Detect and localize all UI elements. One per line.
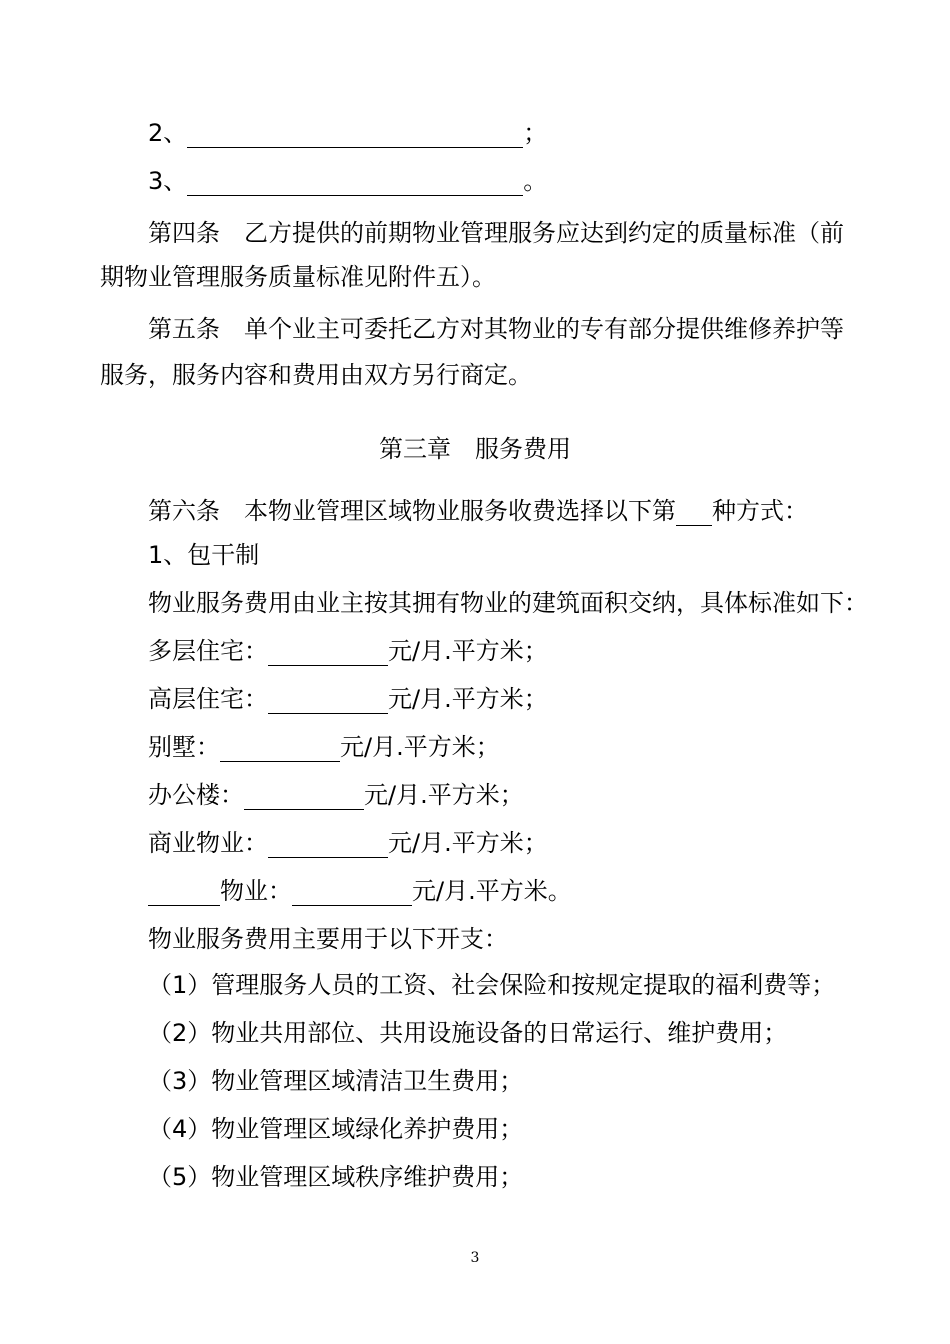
fill-blank[interactable] xyxy=(244,781,364,810)
fee-line xyxy=(148,780,524,810)
article-label: 第五条 xyxy=(148,315,220,343)
fee-unit: 元/月.平方米； xyxy=(340,733,500,761)
fee-label: 多层住宅： xyxy=(148,637,268,665)
fee-line xyxy=(148,636,548,666)
item-number: 3、 xyxy=(148,167,188,195)
fill-blank[interactable] xyxy=(292,877,412,906)
article-label: 第四条 xyxy=(148,219,220,247)
chapter-heading: 第三章 服务费用 xyxy=(379,435,571,463)
fill-blank[interactable] xyxy=(676,497,712,526)
fee-intro: 物业服务费用由业主按其拥有物业的建筑面积交纳，具体标准如下： xyxy=(148,589,868,617)
fill-blank[interactable] xyxy=(148,877,220,906)
item-end: ； xyxy=(523,119,548,147)
item-end: 。 xyxy=(523,167,548,195)
article-text: 本物业管理区域物业服务收费选择以下第 xyxy=(244,497,676,525)
fill-blank[interactable] xyxy=(268,637,388,666)
expense-intro: 物业服务费用主要用于以下开支： xyxy=(148,925,508,953)
fee-unit: 元/月.平方米； xyxy=(388,829,548,857)
article-text: 期物业管理服务质量标准见附件五）。 xyxy=(100,263,496,291)
article-5-line-2 xyxy=(100,360,532,390)
fee-unit: 元/月.平方米； xyxy=(388,685,548,713)
list-item-2 xyxy=(148,118,547,148)
fill-blank[interactable] xyxy=(187,167,523,196)
fill-blank[interactable] xyxy=(220,733,340,762)
fee-label: 办公楼： xyxy=(148,781,244,809)
fee-line xyxy=(148,828,548,858)
expense-item: （3）物业管理区域清洁卫生费用； xyxy=(148,1067,524,1095)
item-number: 2、 xyxy=(148,119,188,147)
article-text: 服务，服务内容和费用由双方另行商定。 xyxy=(100,361,532,389)
article-text: 种方式： xyxy=(712,497,808,525)
fee-label: 高层住宅： xyxy=(148,685,268,713)
expense-item: （4）物业管理区域绿化养护费用； xyxy=(148,1115,524,1143)
expense-item: （2）物业共用部位、共用设施设备的日常运行、维护费用； xyxy=(148,1019,788,1047)
expense-item: （1）管理服务人员的工资、社会保险和按规定提取的福利费等； xyxy=(148,971,836,999)
fee-unit: 元/月.平方米。 xyxy=(412,877,572,905)
fill-blank[interactable] xyxy=(268,685,388,714)
method-1-title: 1、包干制 xyxy=(148,541,260,569)
fee-unit: 元/月.平方米； xyxy=(364,781,524,809)
article-text: 乙方提供的前期物业管理服务应达到约定的质量标准（前 xyxy=(244,219,844,247)
article-text: 单个业主可委托乙方对其物业的专有部分提供维修养护等 xyxy=(244,315,844,343)
fee-unit: 元/月.平方米； xyxy=(388,637,548,665)
article-6 xyxy=(148,496,808,526)
article-4-line-2 xyxy=(100,262,496,292)
fill-blank[interactable] xyxy=(268,829,388,858)
fee-label: 物业： xyxy=(220,877,292,905)
fill-blank[interactable] xyxy=(187,119,523,148)
fee-label: 商业物业： xyxy=(148,829,268,857)
list-item-3 xyxy=(148,166,547,196)
article-5-line-1 xyxy=(148,314,844,344)
expense-item: （5）物业管理区域秩序维护费用； xyxy=(148,1163,524,1191)
article-label: 第六条 xyxy=(148,497,220,525)
article-4-line-1 xyxy=(148,218,844,248)
page-number: 3 xyxy=(470,1250,480,1266)
fee-label: 别墅： xyxy=(148,733,220,761)
fee-line xyxy=(148,732,500,762)
fee-line xyxy=(148,876,572,906)
fee-line xyxy=(148,684,548,714)
